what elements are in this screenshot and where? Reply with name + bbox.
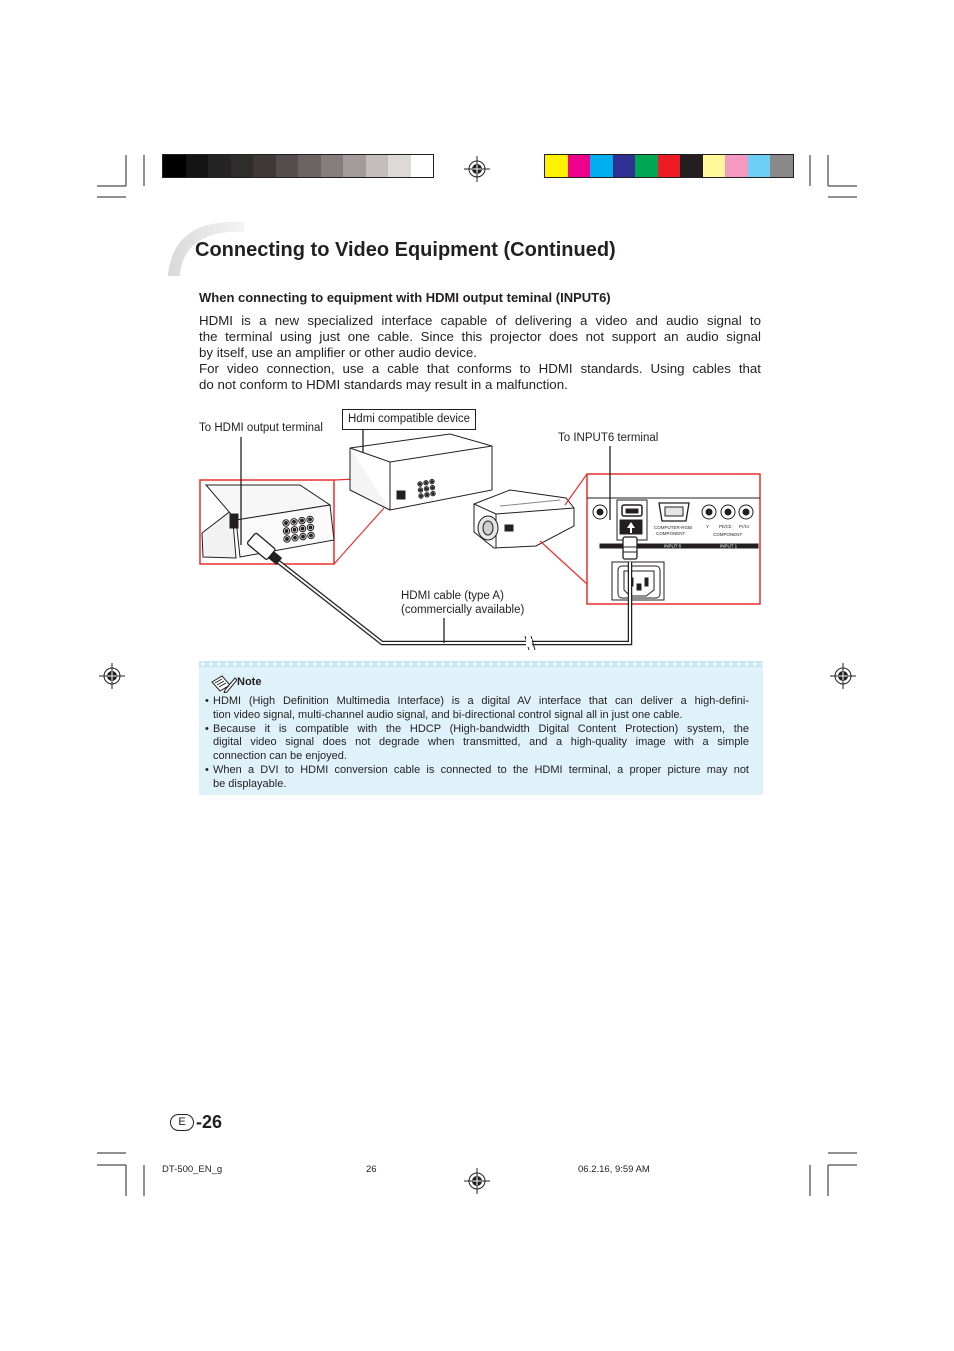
calibration-swatch <box>725 155 748 177</box>
calibration-swatch <box>208 155 231 177</box>
calibration-swatch <box>703 155 726 177</box>
calibration-swatch <box>635 155 658 177</box>
registration-mark <box>830 663 856 689</box>
panel-label-input6: INPUT 6 <box>664 543 682 549</box>
calibration-swatch <box>298 155 321 177</box>
to-hdmi-output-label: To HDMI output terminal <box>199 422 323 434</box>
calibration-swatch <box>186 155 209 177</box>
panel-label-prcr: Pr/Cr <box>739 524 750 529</box>
panel-label-pbcb: Pb/Cb <box>719 524 732 529</box>
calibration-swatch <box>680 155 703 177</box>
page-number <box>170 1112 222 1132</box>
note-label: Note <box>237 676 262 688</box>
note-line: Because it is compatible with the HDCP (High-bandwidth Digital Content Protection) system, the <box>213 722 749 735</box>
footer-file: DT-500_EN_g <box>162 1164 223 1175</box>
cable-label-line1: HDMI cable (type A) <box>401 590 504 602</box>
calibration-swatch <box>388 155 411 177</box>
calibration-swatch <box>253 155 276 177</box>
calibration-swatch <box>590 155 613 177</box>
registration-mark <box>464 156 490 182</box>
intro-line: by itself, use an amplifier or other audio device. <box>199 345 477 360</box>
footer-timestamp: 06.2.16, 9:59 AM <box>578 1164 650 1175</box>
calibration-swatch <box>276 155 299 177</box>
page-number-value: -26 <box>196 1111 223 1132</box>
calibration-swatch <box>343 155 366 177</box>
panel-label-computer: COMPUTER-RGB/ <box>654 525 693 530</box>
note-item <box>205 723 749 764</box>
to-input6-label: To INPUT6 terminal <box>558 432 659 444</box>
page-title: Connecting to Video Equipment (Continued) <box>195 239 616 261</box>
calibration-swatch <box>545 155 568 177</box>
calibration-swatch <box>748 155 771 177</box>
cable-label-line2: (commercially available) <box>401 604 525 616</box>
note-item <box>205 764 749 792</box>
intro-line: For video connection, use a cable that conforms to HDMI standards. Using cables that <box>199 361 761 376</box>
panel-label-input1: INPUT 1 <box>720 543 738 549</box>
bullet-icon: • <box>205 695 209 707</box>
section-heading: When connecting to equipment with HDMI output teminal (INPUT6) <box>199 290 611 305</box>
note-line: When a DVI to HDMI conversion cable is connected to the HDMI terminal, a proper picture may not <box>213 763 749 776</box>
note-line: HDMI (High Definition Multimedia Interface) is a digital AV interface that can deliver a high-defini- <box>213 695 749 707</box>
calibration-swatch <box>613 155 636 177</box>
note-item <box>205 695 749 723</box>
panel-label-component: COMPONENT <box>656 531 686 536</box>
intro-line: do not conform to HDMI standards may result in a malfunction. <box>199 377 568 392</box>
note-line: digital video signal does not degrade when transmitted, and a high-quality image with a simple <box>213 736 749 749</box>
note-top-border <box>199 661 763 667</box>
calibration-swatch <box>568 155 591 177</box>
calibration-swatch <box>231 155 254 177</box>
intro-line: HDMI is a new specialized interface capable of delivering a video and audio signal to <box>199 313 761 328</box>
calibration-swatch <box>321 155 344 177</box>
grayscale-calibration-strip <box>162 154 434 178</box>
registration-mark <box>464 1168 490 1194</box>
intro-paragraph <box>199 313 761 393</box>
note-box <box>199 661 763 795</box>
note-line: be displayable. <box>213 777 287 790</box>
note-list <box>205 695 749 792</box>
bullet-icon: • <box>205 763 209 776</box>
panel-label-y: Y <box>706 524 710 529</box>
intro-line: the terminal using just one cable. Since this projector does not support an audio signal <box>199 329 761 344</box>
connection-diagram <box>0 400 954 660</box>
note-header <box>205 673 749 693</box>
pencil-note-icon <box>209 673 237 693</box>
calibration-swatch <box>163 155 186 177</box>
calibration-swatch <box>366 155 389 177</box>
hdmi-device-label: Hdmi compatible device <box>342 409 476 430</box>
color-calibration-strip <box>544 154 794 178</box>
calibration-swatch <box>658 155 681 177</box>
calibration-swatch <box>770 155 793 177</box>
footer-page: 26 <box>366 1164 377 1175</box>
bullet-icon: • <box>205 722 209 735</box>
page-number-prefix: E <box>170 1114 194 1131</box>
calibration-swatch <box>411 155 434 177</box>
note-line: connection can be enjoyed. <box>213 750 347 763</box>
note-line: tion video signal, multi-channel audio signal, and bi-directional control signal all in just one cable. <box>213 708 683 721</box>
panel-label-component-bar: COMPONENT <box>713 532 743 537</box>
registration-mark <box>99 663 125 689</box>
